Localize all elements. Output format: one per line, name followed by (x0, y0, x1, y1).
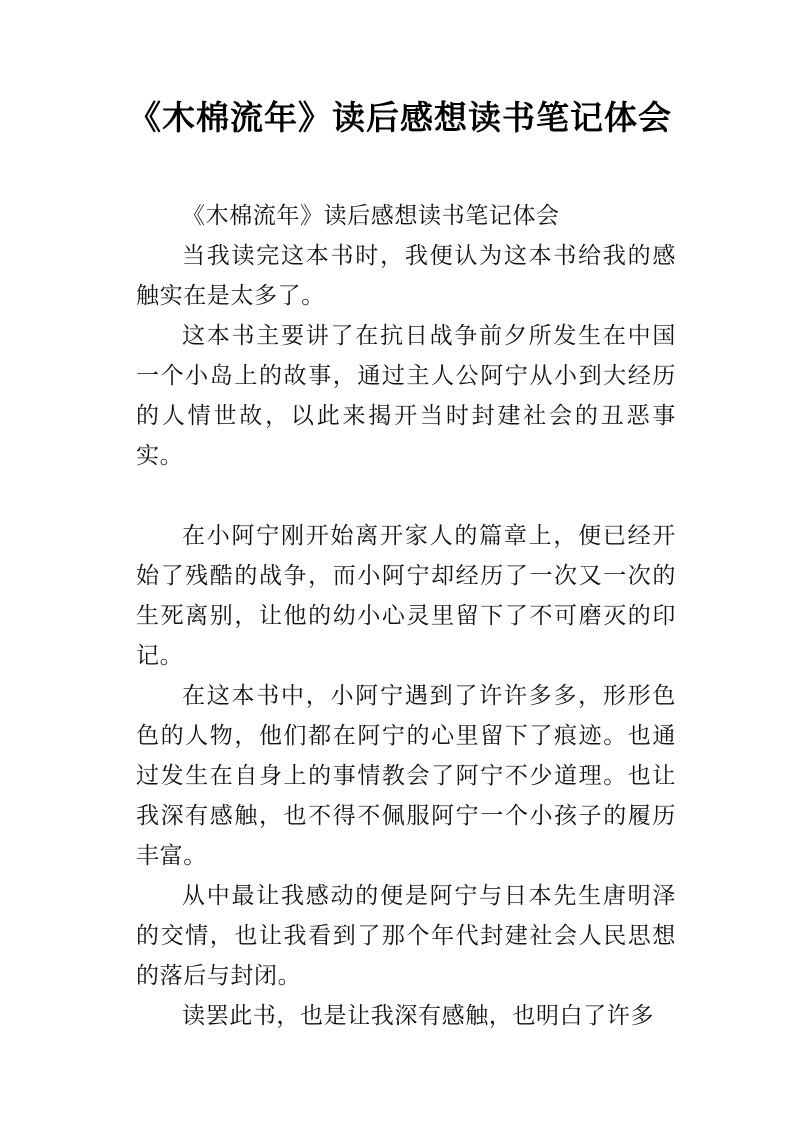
paragraph: 读罢此书，也是让我深有感触，也明白了许多 (182, 1003, 654, 1029)
paragraph: 在这本书中，小阿宁遇到了许许多多，形形色色的人物，他们都在阿宁的心里留下了痕迹。也通过发生在自身上的事情教会了阿宁不少道理。也让我深有感触，也不得不佩服阿宁一个小孩子的履历丰富。 (136, 683, 676, 869)
paragraph: 在小阿宁刚开始离开家人的篇章上，便已经开始了残酷的战争，而小阿宁却经历了一次又一次的生死离别，让他的幼小心灵里留下了不可磨灭的印记。 (136, 523, 676, 669)
document-body (136, 196, 676, 1036)
paragraph: 当我读完这本书时，我便认为这本书给我的感触实在是太多了。 (136, 243, 676, 309)
paragraph-subtitle: 《木棉流年》读后感想读书笔记体会 (182, 203, 560, 229)
paragraph-gap (136, 476, 676, 516)
paragraph: 这本书主要讲了在抗日战争前夕所发生在中国一个小岛上的故事，通过主人公阿宁从小到大经历的人情世故，以此来揭开当时封建社会的丑恶事实。 (136, 323, 676, 469)
paragraph: 从中最让我感动的便是阿宁与日本先生唐明泽的交情，也让我看到了那个年代封建社会人民思想的落后与封闭。 (136, 883, 676, 989)
document-title: 《木棉流年》读后感想读书笔记体会 (128, 98, 672, 137)
